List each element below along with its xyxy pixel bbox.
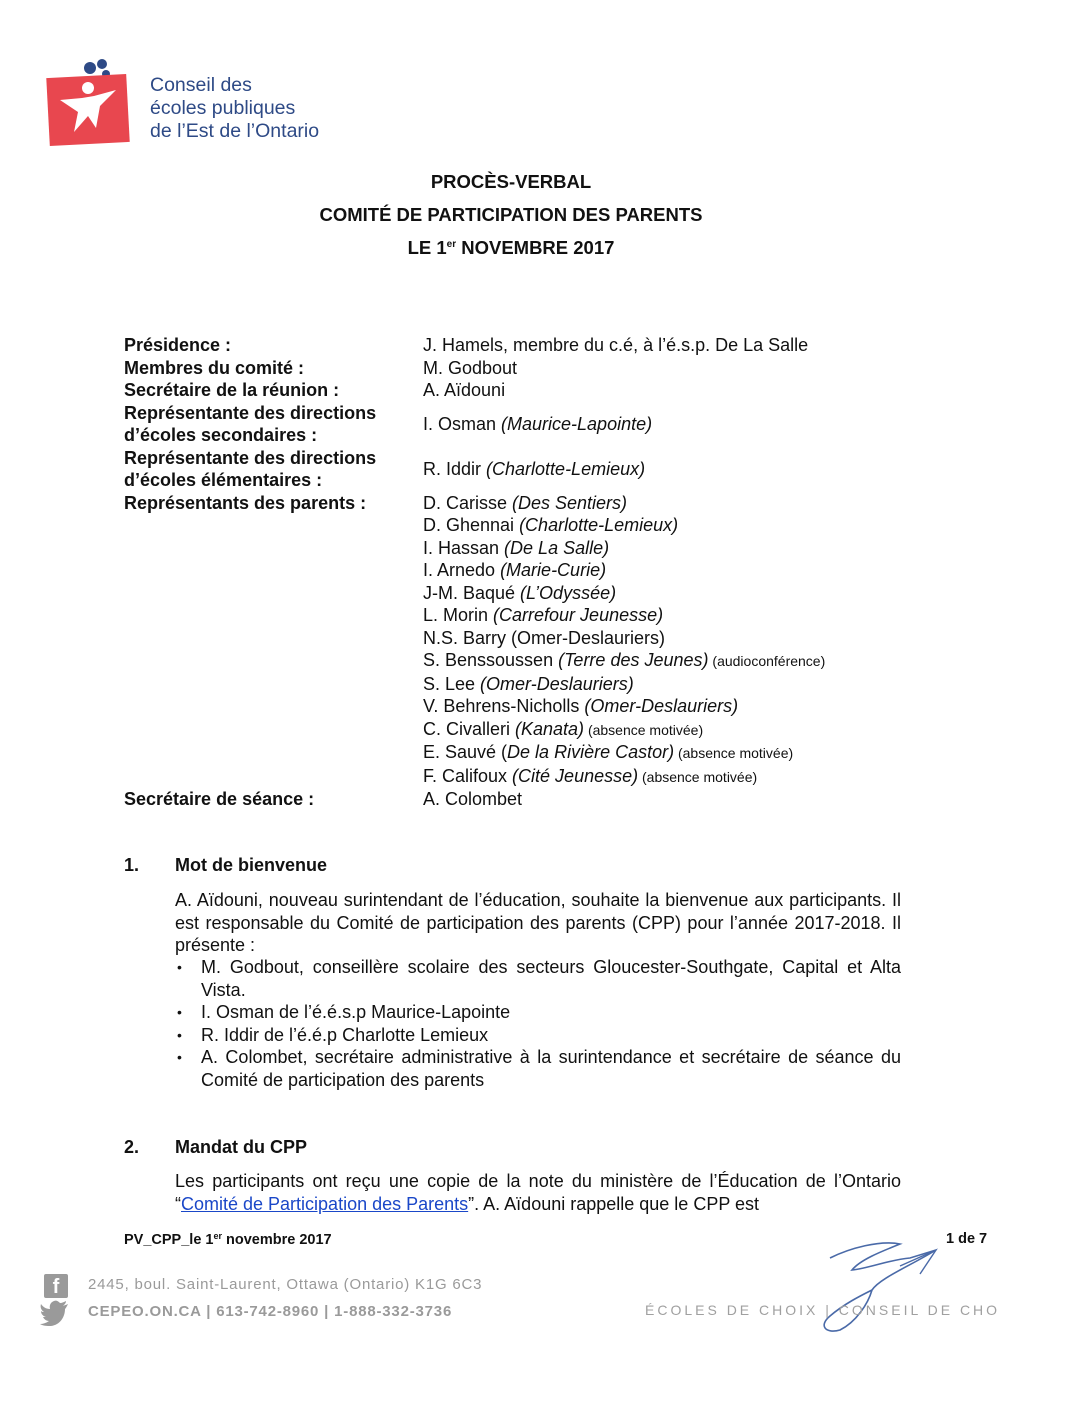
list-item: S. Benssoussen (Terre des Jeunes) (audioconférence) — [423, 650, 826, 670]
row-directions-elementaires — [124, 447, 904, 492]
row-membres — [124, 357, 904, 380]
membres-value: M. Godbout — [423, 357, 518, 378]
logo-mark-icon — [44, 56, 134, 148]
list-item: E. Sauvé (De la Rivière Castor) (absence motivée) — [423, 742, 794, 762]
presidence-label: Présidence : — [124, 335, 232, 355]
seance-value: A. Colombet — [423, 789, 523, 809]
cepeo-logo — [44, 56, 344, 156]
seance-label: Secrétaire de séance : — [124, 789, 315, 809]
page-number: 1 de 7 — [946, 1231, 988, 1247]
logo-line-1: Conseil des — [150, 74, 252, 96]
logo-text — [150, 74, 319, 143]
row-directions-secondaires — [124, 402, 904, 447]
list-item: N.S. Barry (Omer-Deslauriers) — [423, 627, 666, 648]
list-item: J-M. Baqué (L’Odyssée) — [423, 582, 617, 603]
list-item: • A. Colombet, secrétaire administrative à la surintendance et secrétaire de séance du Comité de participation des parents — [177, 1047, 901, 1090]
list-item: I. Hassan (De La Salle) — [423, 537, 610, 558]
secretaire-label: Secrétaire de la réunion : — [124, 380, 340, 400]
footer-slogan: ÉCOLES DE CHOIX | CONSEIL DE CHO — [645, 1302, 1001, 1318]
twitter-icon[interactable] — [40, 1300, 70, 1326]
ministry-note-link[interactable]: Comité de Participation des Parents — [181, 1193, 469, 1214]
section-2-title: Mandat du CPP — [175, 1137, 308, 1157]
directions-secondaires-label: Représentante des directions d’écoles secondaires : — [124, 402, 377, 445]
secretaire-value: A. Aïdouni — [423, 380, 506, 400]
directions-elementaires-label: Représentante des directions d’écoles élémentaires : — [124, 447, 377, 490]
row-secretaire — [124, 379, 904, 402]
list-item: • M. Godbout, conseillère scolaire des secteurs Gloucester-Southgate, Capital et Alta Vista. — [177, 957, 901, 1000]
section-1-paragraph: A. Aïdouni, nouveau surintendant de l’éducation, souhaite la bienvenue aux participants. Il est responsable du Comité de participation des parents (CPP) pour l’année 2017-2018. Il présente : — [175, 890, 901, 955]
list-item: C. Civalleri (Kanata) (absence motivée) — [423, 718, 704, 739]
section-2-paragraph: Les participants ont reçu une copie de la note du ministère de l’Éducation de l’Ontario “Comité de Participation des Parents”. A. Aïdouni rappelle que le CPP est — [175, 1171, 901, 1214]
logo-line-2: écoles publiques — [150, 97, 296, 119]
logo-line-3: de l’Est de l’Ontario — [150, 120, 320, 142]
title-line-3: LE 1er NOVEMBRE 2017 — [407, 237, 615, 258]
row-parents — [124, 492, 904, 789]
section-1-number: 1. — [124, 855, 140, 875]
membres-label: Membres du comité : — [124, 357, 305, 378]
facebook-icon[interactable]: f — [44, 1274, 68, 1298]
list-item: V. Behrens-Nicholls (Omer-Deslauriers) — [423, 696, 739, 716]
section-2-number: 2. — [124, 1137, 140, 1157]
presidence-value: J. Hamels, membre du c.é, à l’é.s.p. De La Salle — [423, 335, 809, 355]
parents-label: Représentants des parents : — [124, 492, 367, 513]
footer-contact: CEPEO.ON.CA | 613-742-8960 | 1-888-332-3736 — [88, 1303, 453, 1320]
list-item: F. Califoux (Cité Jeunesse) (absence motivée) — [423, 765, 758, 786]
section-1-bullets — [175, 956, 901, 1091]
row-presidence — [124, 334, 904, 357]
list-item: D. Carisse (Des Sentiers) — [423, 492, 628, 513]
directions-secondaires-value: I. Osman (Maurice-Lapointe) — [423, 413, 653, 434]
section-1-title: Mot de bienvenue — [175, 855, 328, 875]
row-seance — [124, 788, 904, 811]
signature-icon — [760, 1230, 960, 1340]
document-reference: PV_CPP_le 1er novembre 2017 — [124, 1231, 332, 1248]
list-item: D. Ghennai (Charlotte-Lemieux) — [423, 515, 679, 535]
directions-elementaires-value: R. Iddir (Charlotte-Lemieux) — [423, 458, 646, 479]
list-item: L. Morin (Carrefour Jeunesse) — [423, 605, 664, 625]
list-item: • R. Iddir de l’é.é.p Charlotte Lemieux — [177, 1024, 489, 1045]
title-line-2: COMITÉ DE PARTICIPATION DES PARENTS — [319, 204, 703, 225]
title-line-1: PROCÈS-VERBAL — [430, 171, 592, 192]
parents-list — [423, 492, 904, 789]
list-item: S. Lee (Omer-Deslauriers) — [423, 673, 634, 694]
list-item: I. Arnedo (Marie-Curie) — [423, 560, 607, 580]
attendance-table — [124, 334, 904, 811]
list-item: • I. Osman de l’é.é.s.p Maurice-Lapointe — [177, 1002, 511, 1022]
footer-address: 2445, boul. Saint-Laurent, Ottawa (Ontario) K1G 6C3 — [88, 1276, 483, 1293]
